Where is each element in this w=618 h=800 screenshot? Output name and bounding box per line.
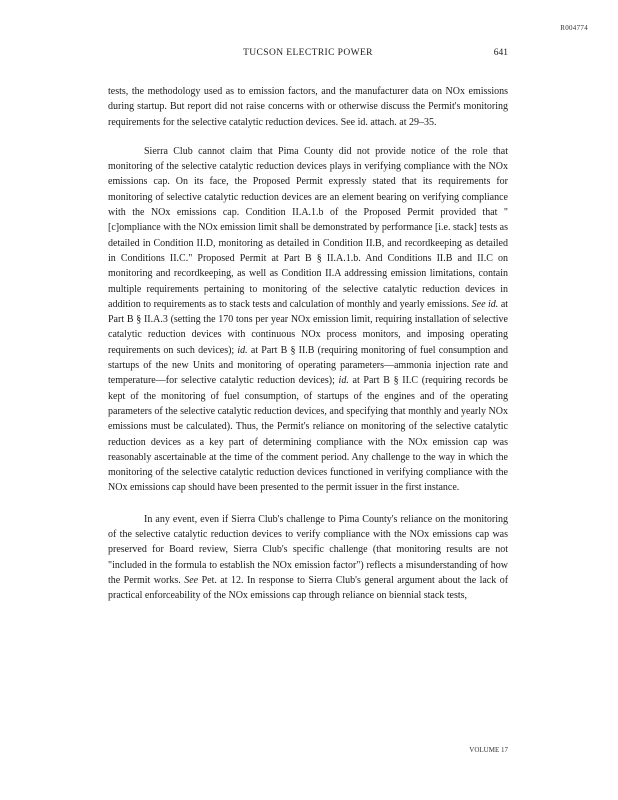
paragraph-notice xyxy=(108,144,508,496)
bates-number: R004774 xyxy=(560,24,588,32)
volume-footer: VOLUME 17 xyxy=(469,746,508,754)
paragraph-3-text-b: Pet. at 12. In response to Sierra Club's general argument about the lack of practical enforceability of the NOx emissions cap through reliance on biennial stack tests, xyxy=(108,574,509,602)
citation-signal-id-2: id. xyxy=(338,375,349,387)
citation-signal-see: See xyxy=(184,574,199,586)
paragraph-2-text-d: at Part B § II.C (requiring records be kept of the monitoring of fuel consumption, of startups of the engines and of the operating parameters of the selective catalytic reduction devices, and specifying that monthly and yearly NOx emissions must be calculated). Thus, the Permit's reliance on monitoring of the selective catalytic reduction devices as a key part of determining compliance with the NOx emission cap was reasonably ascertainable at the time of the comment period. Any challenge to the way in which the monitoring of the selective catalytic reduction devices functioned in verifying compliance with the NOx emissions cap should have been presented to the permit issuer in the first instance. xyxy=(108,375,508,494)
opinion-body xyxy=(108,84,508,604)
citation-signal-see-id: See id. xyxy=(471,298,499,310)
paragraph-1-text: tests, the methodology used as to emission factors, and the manufacturer data on NOx emissions during startup. But report did not raise concerns with or otherwise discuss the Permit's monitoring requirements for the selective catalytic reduction devices. See id. attach. at 29–35. xyxy=(108,86,508,128)
paragraph-continued xyxy=(108,84,508,130)
paragraph-2-text-c: at Part B § II.B (requiring monitoring of fuel consumption and startups of the new Units and monitoring of operating parameters—ammonia injection rate and temperature—for selective catalytic reduction devices); xyxy=(108,344,509,387)
paragraph-2-text-b: at Part B § II.A.3 (setting the 170 tons per year NOx emission limit, requiring installation of selective catalytic reduction devices with continuous NOx process monitors, and imposing operating requirements on such devices); xyxy=(108,298,509,356)
paragraph-any-event xyxy=(108,512,508,604)
page-number: 641 xyxy=(493,48,508,58)
paragraph-3-text-a: In any event, even if Sierra Club's challenge to Pima County's reliance on the monitoring of the selective catalytic reduction devices to verify compliance with the NOx emissions cap was preserved for Board review, Sierra Club's specific challenge (that monitoring results are not "included in the formula to establish the NOx emission factor") reflects a misunderstanding of how the Permit works. xyxy=(108,513,508,586)
paragraph-2-text-a: Sierra Club cannot claim that Pima County did not provide notice of the role that monitoring of the selective catalytic reduction devices plays in verifying compliance with the NOx emissions cap. On its face, the Proposed Permit expressly stated that its requirements for monitoring of selective catalytic reduction devices are an element bearing on verifying compliance with the NOx emissions cap. Condition II.A.1.b of the Proposed Permit provided that "[c]ompliance with the NOx emission limit shall be demonstrated by performance [i.e. stack] tests as detailed in Condition II.D, monitoring as detailed in Condition II.B, and recordkeeping as detailed in Conditions II.C." Proposed Permit at Part B § II.A.1.b. And Conditions II.B and II.C on monitoring and recordkeeping, as well as Condition II.A addressing emission limitations, contain multiple requirements pertaining to monitoring of the selective catalytic reduction devices in addition to requirements as to stack tests and calculation of monthly and yearly emissions. xyxy=(108,145,508,310)
citation-signal-id-1: id. xyxy=(237,344,248,356)
header-title: TUCSON ELECTRIC POWER xyxy=(243,48,373,58)
running-header xyxy=(108,48,508,62)
